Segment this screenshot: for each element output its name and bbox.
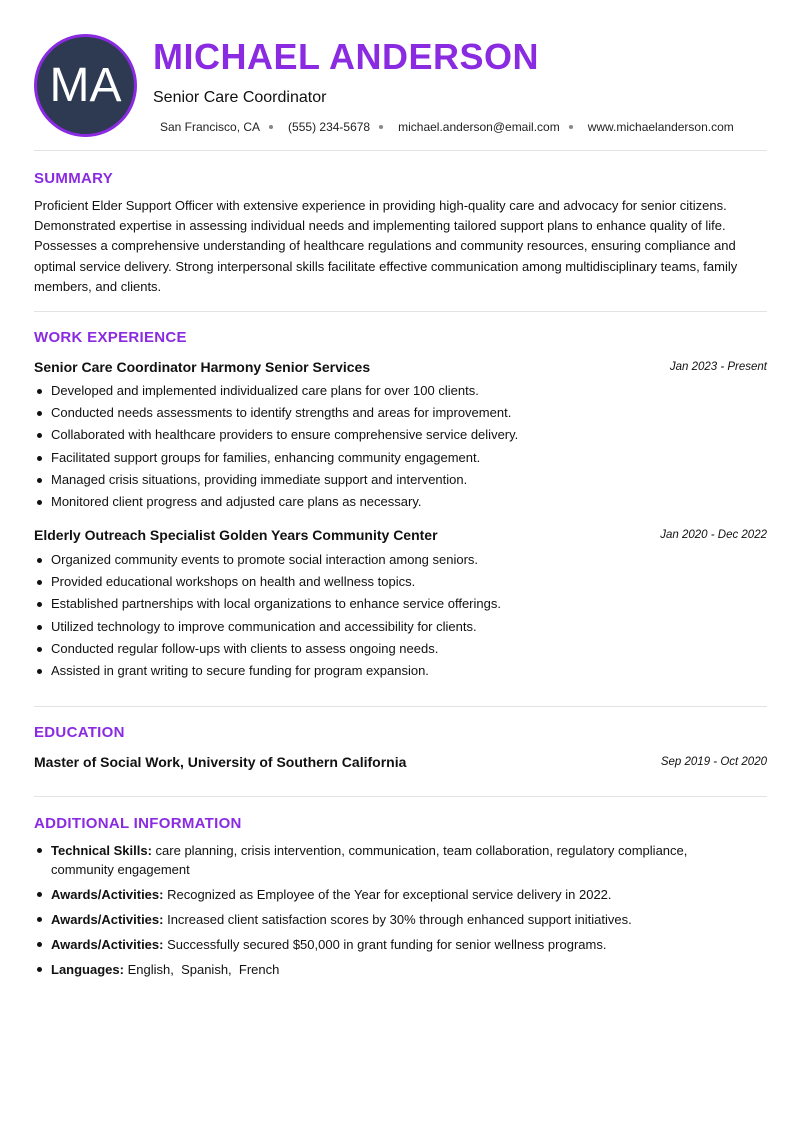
divider: [34, 311, 767, 312]
education-entry: [34, 753, 767, 771]
education-date: Sep 2019 - Oct 2020: [660, 756, 767, 768]
additional-info-list: [34, 841, 734, 985]
work-experience-heading: WORK EXPERIENCE: [34, 329, 187, 346]
job-bullets: [34, 380, 767, 513]
divider: [34, 150, 767, 151]
info-text: English, Spanish, French: [127, 962, 280, 977]
education-heading: EDUCATION: [34, 724, 125, 741]
candidate-name: MICHAEL ANDERSON: [153, 36, 540, 77]
candidate-title: Senior Care Coordinator: [153, 89, 327, 106]
job-date: Jan 2023 - Present: [669, 361, 767, 373]
job-header: [34, 526, 767, 544]
list-item: [34, 935, 734, 954]
list-item: Assisted in grant writing to secure funding for program expansion.: [34, 660, 767, 682]
job-date: Jan 2020 - Dec 2022: [660, 529, 767, 541]
contact-website[interactable]: www.michaelanderson.com: [587, 120, 734, 134]
job-bullets: [34, 549, 767, 682]
info-text: Successfully secured $50,000 in grant funding for senior wellness programs.: [167, 937, 607, 952]
list-item: Established partnerships with local organizations to enhance service offerings.: [34, 593, 767, 615]
job-header: [34, 358, 767, 376]
list-item: Managed crisis situations, providing immediate support and intervention.: [34, 469, 767, 491]
summary-heading: SUMMARY: [34, 170, 114, 187]
summary-text: Proficient Elder Support Officer with extensive experience in providing high-quality care and advocacy for senior citizens. Demonstrated expertise in assessing individual needs and implementing tailored support plans to enhance quality of life. Possesses a comprehensive understanding of healthcare regulations and community resources, ensuring compliance and optimal service delivery. Strong interpersonal skills facilitate effective communication among multidisciplinary teams, family members, and clients.: [34, 198, 738, 294]
list-item: [34, 885, 734, 904]
separator-dot: [569, 125, 573, 129]
info-text: Increased client satisfaction scores by 30% through enhanced support initiatives.: [167, 912, 632, 927]
job-title: Senior Care Coordinator Harmony Senior Services: [34, 359, 371, 375]
divider: [34, 706, 767, 707]
list-item: Developed and implemented individualized care plans for over 100 clients.: [34, 380, 767, 402]
additional-info-heading: ADDITIONAL INFORMATION: [34, 815, 242, 832]
info-label: Awards/Activities:: [51, 937, 164, 952]
contact-location: San Francisco, CA: [160, 120, 261, 134]
list-item: Conducted needs assessments to identify strengths and areas for improvement.: [34, 402, 767, 424]
list-item: Facilitated support groups for families, enhancing community engagement.: [34, 447, 767, 469]
separator-dot: [269, 125, 273, 129]
list-item: [34, 960, 734, 979]
list-item: Conducted regular follow-ups with clients to assess ongoing needs.: [34, 638, 767, 660]
contact-line: [160, 120, 734, 134]
info-label: Awards/Activities:: [51, 887, 164, 902]
list-item: Monitored client progress and adjusted care plans as necessary.: [34, 491, 767, 513]
separator-dot: [379, 125, 383, 129]
list-item: [34, 910, 734, 929]
job-title: Elderly Outreach Specialist Golden Years Community Center: [34, 527, 438, 543]
contact-phone[interactable]: (555) 234-5678: [288, 120, 371, 134]
info-text: Recognized as Employee of the Year for exceptional service delivery in 2022.: [167, 887, 612, 902]
list-item: [34, 841, 734, 879]
contact-email[interactable]: michael.anderson@email.com: [398, 120, 560, 134]
list-item: Organized community events to promote social interaction among seniors.: [34, 549, 767, 571]
list-item: Collaborated with healthcare providers to ensure comprehensive service delivery.: [34, 424, 767, 446]
info-label: Awards/Activities:: [51, 912, 164, 927]
info-text: care planning, crisis intervention, communication, team collaboration, regulatory compliance, community engagement: [51, 843, 688, 877]
degree: Master of Social Work, University of Southern California: [34, 754, 407, 770]
avatar: MA: [34, 34, 137, 137]
info-label: Technical Skills:: [51, 843, 152, 858]
divider: [34, 796, 767, 797]
list-item: Utilized technology to improve communication and accessibility for clients.: [34, 616, 767, 638]
list-item: Provided educational workshops on health and wellness topics.: [34, 571, 767, 593]
info-label: Languages:: [51, 962, 124, 977]
resume-header: [0, 0, 800, 150]
